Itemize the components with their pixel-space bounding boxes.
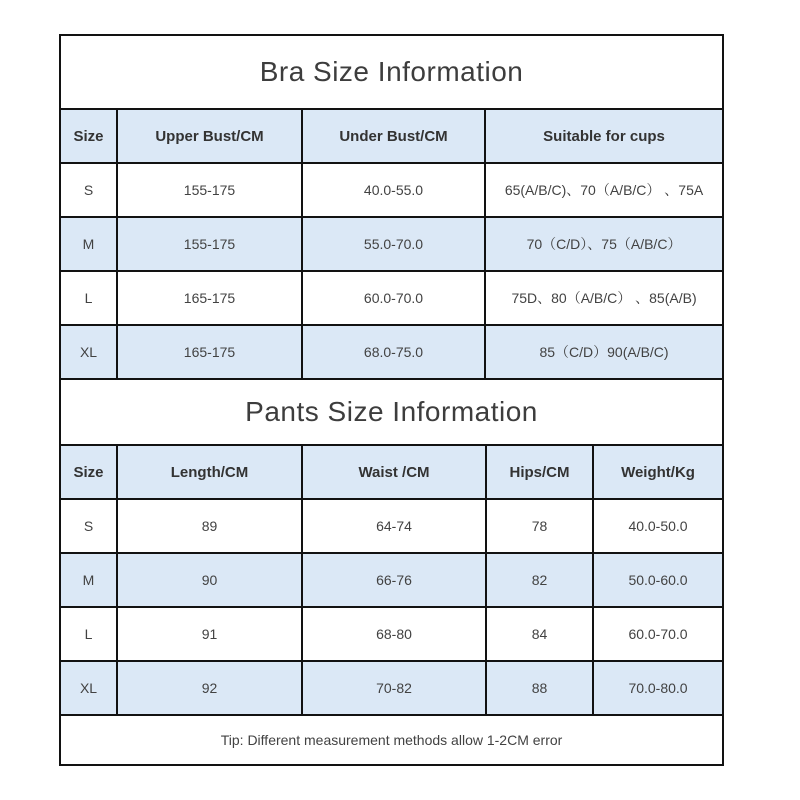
bra-cell-cups: 85（C/D）90(A/B/C) [485, 325, 723, 379]
bra-cell-size: M [60, 217, 117, 271]
pants-cell-length: 91 [117, 607, 302, 661]
bra-row-xl [60, 325, 723, 379]
pants-cell-weight: 70.0-80.0 [593, 661, 723, 715]
pants-cell-length: 92 [117, 661, 302, 715]
bra-row-l [60, 271, 723, 325]
pants-cell-size: S [60, 499, 117, 553]
pants-header-hips: Hips/CM [486, 445, 593, 499]
pants-title-row [60, 380, 723, 445]
measurement-tip: Tip: Different measurement methods allow 1-2CM error [60, 715, 723, 765]
pants-cell-waist: 70-82 [302, 661, 486, 715]
bra-cell-under-bust: 40.0-55.0 [302, 163, 485, 217]
bra-row-s [60, 163, 723, 217]
bra-header-under-bust: Under Bust/CM [302, 109, 485, 163]
pants-cell-length: 89 [117, 499, 302, 553]
bra-cell-cups: 70（C/D）、75（A/B/C） [485, 217, 723, 271]
pants-size-table [59, 380, 724, 766]
pants-cell-hips: 88 [486, 661, 593, 715]
pants-table-title: Pants Size Information [60, 380, 723, 445]
bra-table-title: Bra Size Information [60, 35, 723, 109]
pants-cell-weight: 40.0-50.0 [593, 499, 723, 553]
pants-cell-size: M [60, 553, 117, 607]
bra-cell-upper-bust: 165-175 [117, 325, 302, 379]
pants-header-length: Length/CM [117, 445, 302, 499]
bra-title-row [60, 35, 723, 109]
pants-header-row [60, 445, 723, 499]
pants-cell-waist: 66-76 [302, 553, 486, 607]
pants-header-weight: Weight/Kg [593, 445, 723, 499]
pants-cell-length: 90 [117, 553, 302, 607]
pants-row-s [60, 499, 723, 553]
pants-cell-weight: 50.0-60.0 [593, 553, 723, 607]
pants-header-size: Size [60, 445, 117, 499]
size-chart [59, 34, 722, 766]
bra-cell-size: XL [60, 325, 117, 379]
bra-row-m [60, 217, 723, 271]
bra-cell-under-bust: 60.0-70.0 [302, 271, 485, 325]
bra-header-upper-bust: Upper Bust/CM [117, 109, 302, 163]
bra-cell-cups: 65(A/B/C)、70（A/B/C） 、75A [485, 163, 723, 217]
tip-row [60, 715, 723, 765]
bra-header-cups: Suitable for cups [485, 109, 723, 163]
pants-row-l [60, 607, 723, 661]
bra-header-row [60, 109, 723, 163]
bra-cell-upper-bust: 155-175 [117, 217, 302, 271]
pants-row-m [60, 553, 723, 607]
pants-header-waist: Waist /CM [302, 445, 486, 499]
pants-cell-hips: 82 [486, 553, 593, 607]
bra-cell-size: S [60, 163, 117, 217]
bra-size-table [59, 34, 724, 380]
pants-cell-size: L [60, 607, 117, 661]
bra-cell-under-bust: 55.0-70.0 [302, 217, 485, 271]
bra-cell-upper-bust: 155-175 [117, 163, 302, 217]
pants-row-xl [60, 661, 723, 715]
pants-cell-waist: 64-74 [302, 499, 486, 553]
pants-cell-size: XL [60, 661, 117, 715]
bra-cell-cups: 75D、80（A/B/C） 、85(A/B) [485, 271, 723, 325]
pants-cell-waist: 68-80 [302, 607, 486, 661]
bra-cell-size: L [60, 271, 117, 325]
pants-cell-hips: 84 [486, 607, 593, 661]
pants-cell-weight: 60.0-70.0 [593, 607, 723, 661]
bra-cell-upper-bust: 165-175 [117, 271, 302, 325]
bra-header-size: Size [60, 109, 117, 163]
bra-cell-under-bust: 68.0-75.0 [302, 325, 485, 379]
pants-cell-hips: 78 [486, 499, 593, 553]
